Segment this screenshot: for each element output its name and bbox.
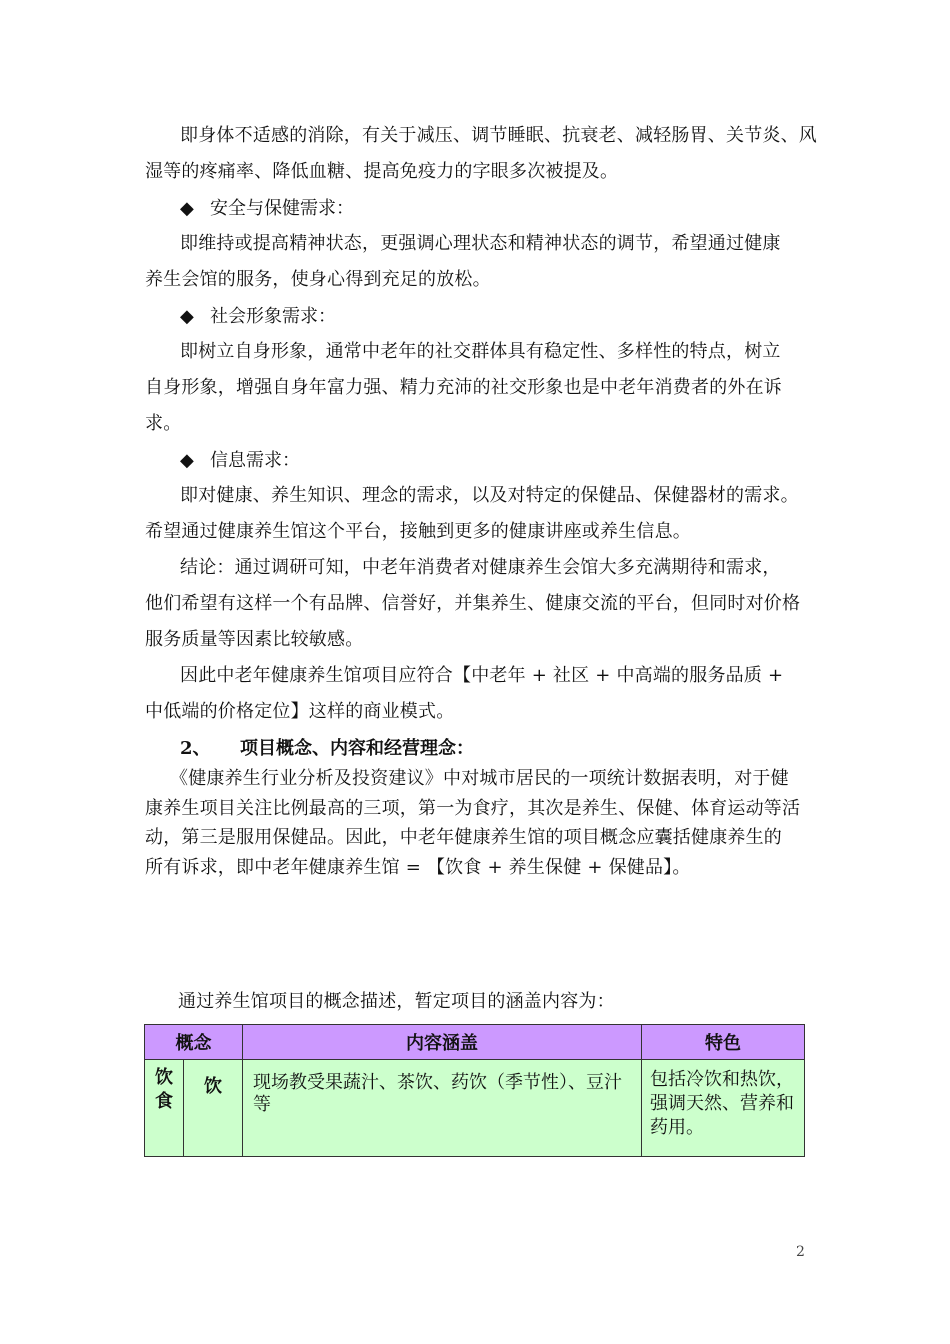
- paragraph-line: 动，第三是服用保健品。因此，中老年健康养生馆的项目概念应囊括健康养生的: [145, 827, 782, 848]
- paragraph-line: 因此中老年健康养生馆项目应符合【中老年 + 社区 + 中高端的服务品质 +: [180, 665, 784, 686]
- cell-subcategory: 饮: [184, 1060, 243, 1157]
- paragraph-line: 即维持或提高精神状态，更强调心理状态和精神状态的调节，希望通过健康: [180, 233, 781, 254]
- bullet-text: 社会形象需求：: [210, 306, 336, 327]
- paragraph-line: 他们希望有这样一个有品牌、信誉好，并集养生、健康交流的平台，但同时对价格: [145, 593, 801, 614]
- content-table: [144, 1024, 805, 1157]
- paragraph-line: 结论：通过调研可知，中老年消费者对健康养生会馆大多充满期待和需求，: [180, 557, 781, 578]
- section-title: 项目概念、内容和经营理念：: [240, 738, 474, 759]
- paragraph-line: 中低端的价格定位】这样的商业模式。: [145, 701, 455, 722]
- header-feature: 特色: [642, 1025, 805, 1060]
- table-row: [145, 1060, 805, 1157]
- header-content: 内容涵盖: [243, 1025, 642, 1060]
- cell-group: [145, 1060, 184, 1157]
- group-char: 饮: [155, 1067, 173, 1088]
- group-char: 食: [155, 1091, 173, 1112]
- diamond-bullet-icon: ◆: [180, 198, 194, 219]
- paragraph-line: 所有诉求，即中老年健康养生馆 = 【饮食 + 养生保健 + 保健品】。: [145, 857, 691, 878]
- paragraph-line: 希望通过健康养生馆这个平台，接触到更多的健康讲座或养生信息。: [145, 521, 691, 542]
- paragraph-line: 《健康养生行业分析及投资建议》中对城市居民的一项统计数据表明，对于健: [170, 768, 789, 789]
- diamond-bullet-icon: ◆: [180, 306, 194, 327]
- page-number: 2: [796, 1244, 805, 1260]
- section-number: 2、: [180, 738, 211, 759]
- bullet-item: [180, 197, 354, 221]
- cell-content: 现场教受果蔬汁、茶饮、药饮（季节性）、豆汁等: [243, 1060, 642, 1157]
- bullet-text: 信息需求：: [210, 450, 300, 471]
- paragraph-line: 养生会馆的服务，使身心得到充足的放松。: [145, 269, 491, 290]
- table-header-row: [145, 1025, 805, 1060]
- cell-feature: 包括冷饮和热饮，强调天然、营养和药用。: [642, 1060, 805, 1157]
- paragraph-line: 即对健康、养生知识、理念的需求，以及对特定的保健品、保健器材的需求。: [180, 485, 799, 506]
- paragraph-line: 通过养生馆项目的概念描述，暂定项目的涵盖内容为：: [178, 991, 615, 1012]
- header-concept: 概念: [145, 1025, 243, 1060]
- paragraph-line: 服务质量等因素比较敏感。: [145, 629, 364, 650]
- paragraph-line: 即身体不适感的消除，有关于减压、调节睡眠、抗衰老、减轻肠胃、关节炎、风: [180, 125, 817, 146]
- paragraph-line: 即树立自身形象，通常中老年的社交群体具有稳定性、多样性的特点，树立: [180, 341, 781, 362]
- bullet-item: [180, 305, 336, 329]
- paragraph-line: 求。: [145, 413, 182, 434]
- paragraph-line: 自身形象，增强自身年富力强、精力充沛的社交形象也是中老年消费者的外在诉: [145, 377, 782, 398]
- section-heading: [180, 737, 474, 761]
- bullet-text: 安全与保健需求：: [210, 198, 354, 219]
- paragraph-line: 湿等的疼痛率、降低血糖、提高免疫力的字眼多次被提及。: [145, 161, 619, 182]
- paragraph-line: 康养生项目关注比例最高的三项，第一为食疗，其次是养生、保健、体育运动等活: [145, 798, 801, 819]
- diamond-bullet-icon: ◆: [180, 450, 194, 471]
- bullet-item: [180, 449, 300, 473]
